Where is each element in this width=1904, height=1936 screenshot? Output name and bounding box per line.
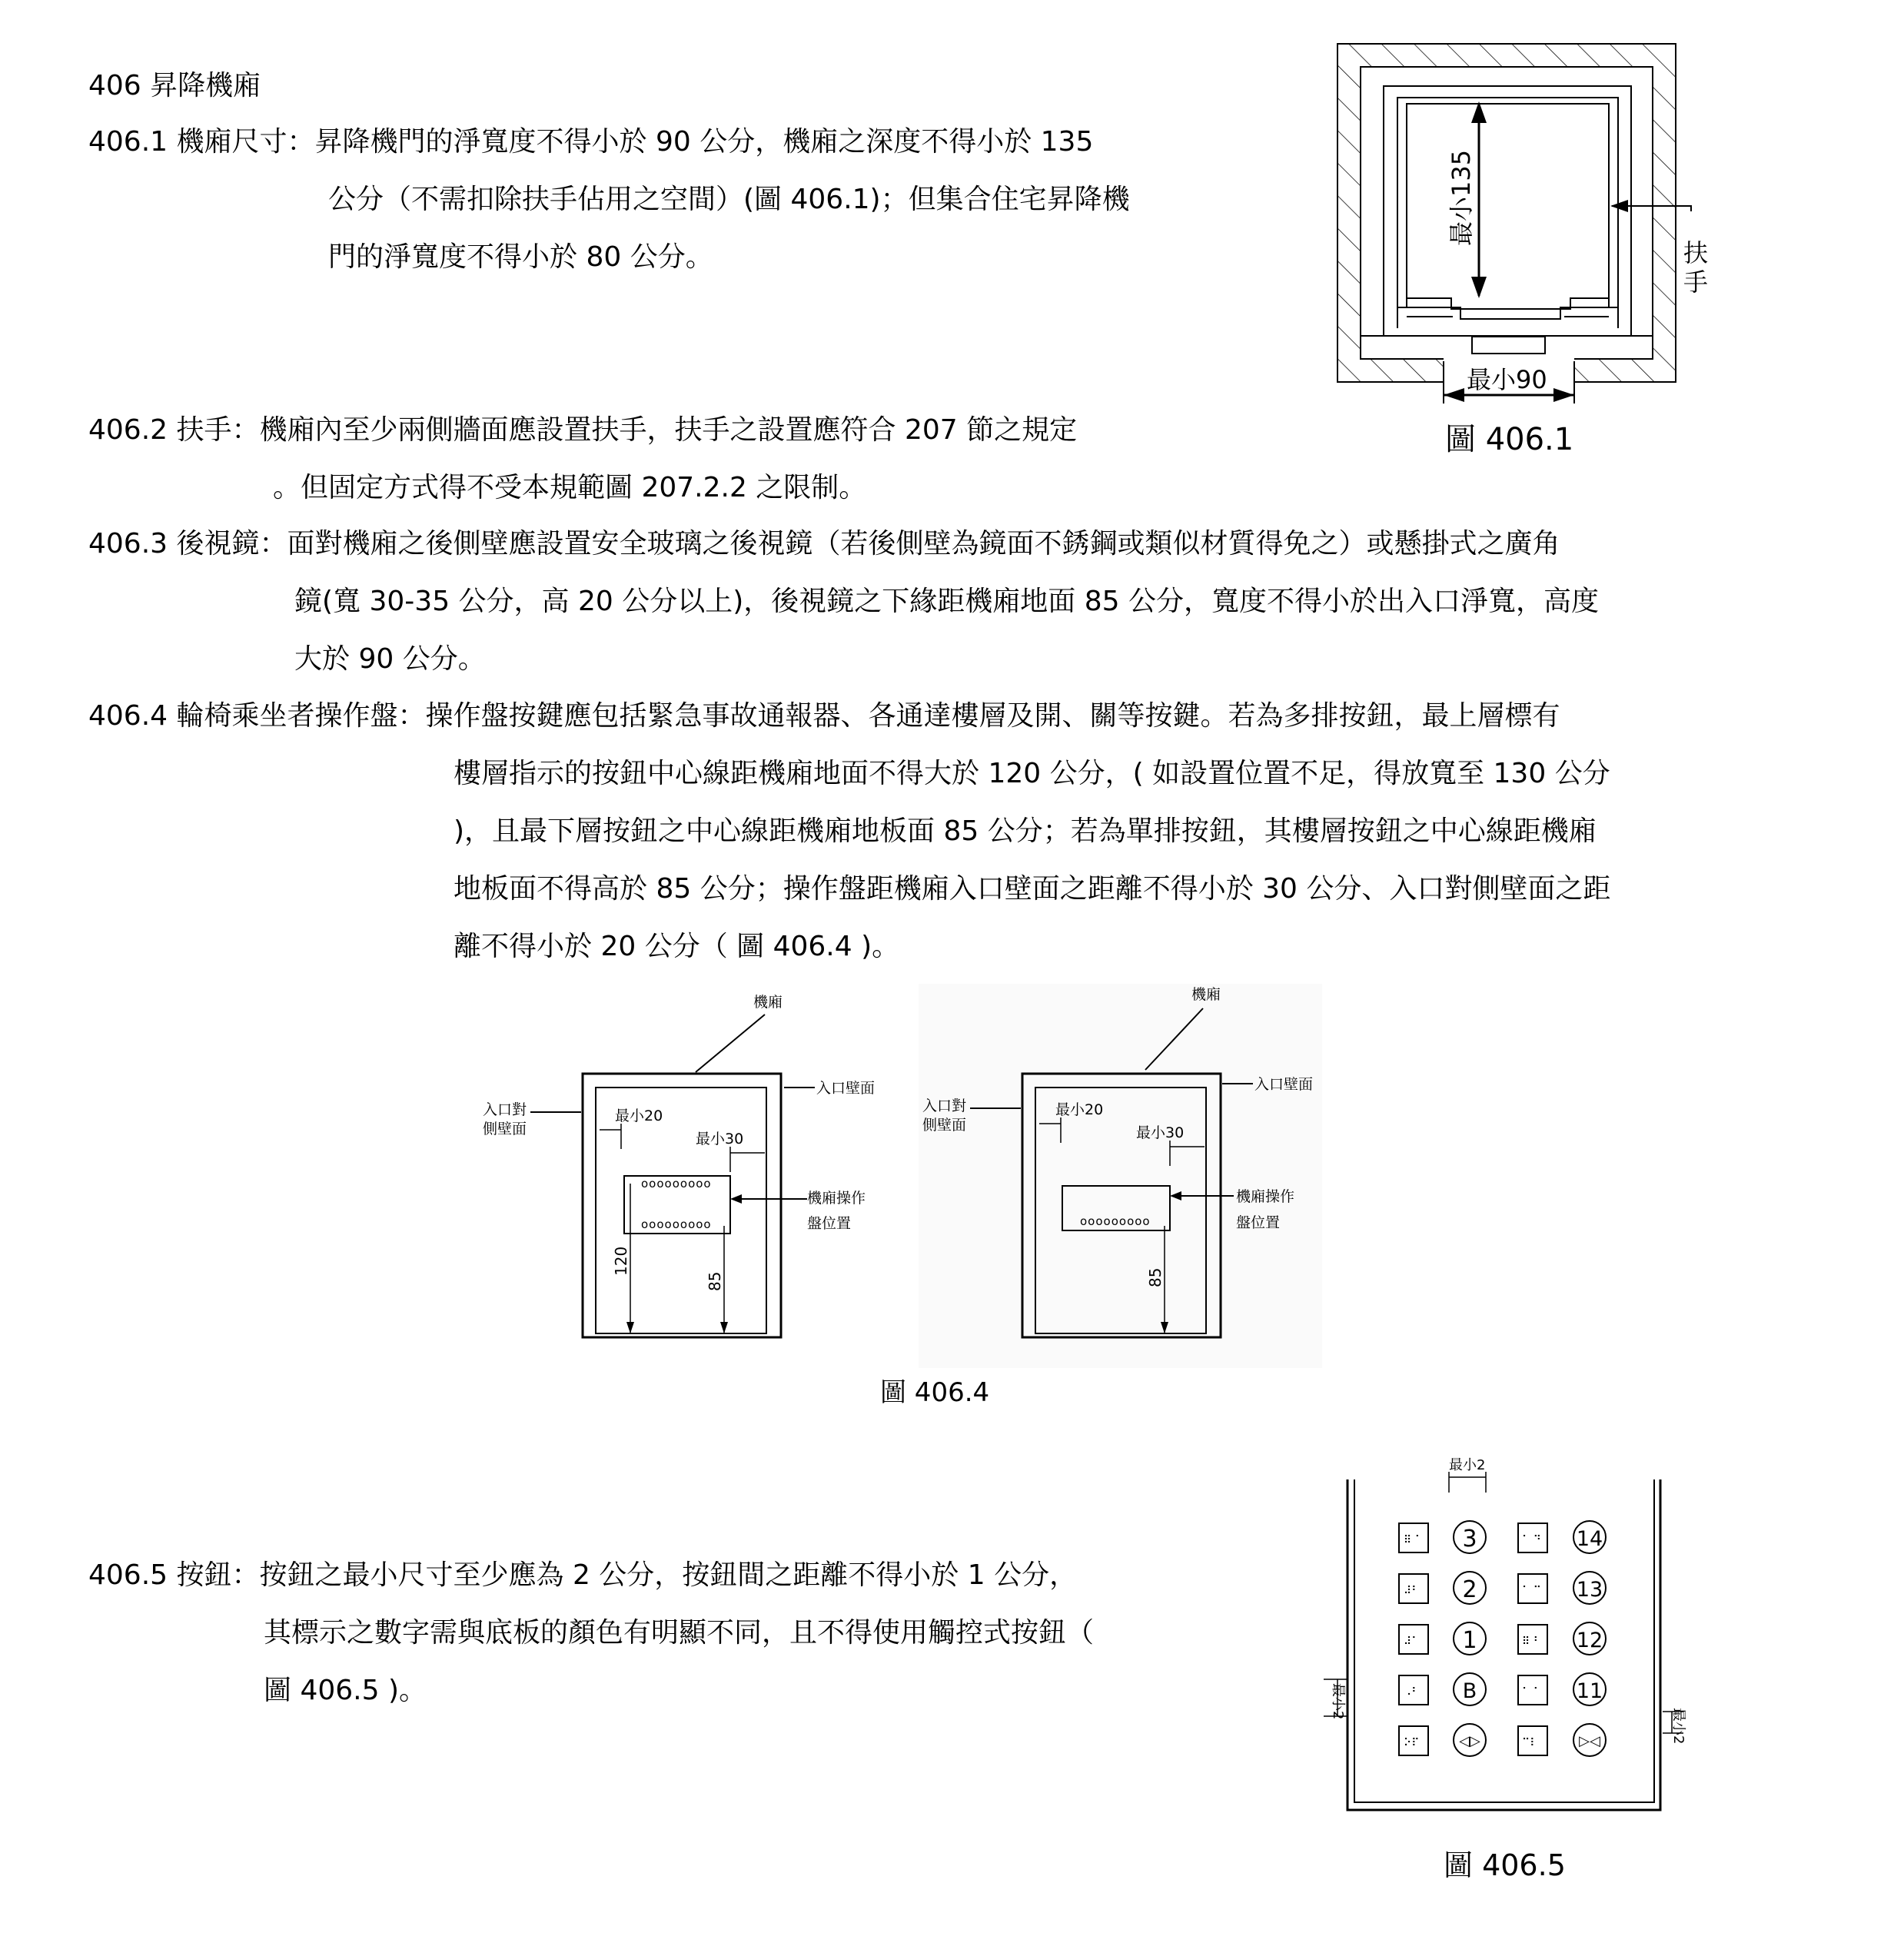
opposite-wall-label-4: 側壁面 <box>922 1117 967 1134</box>
panel-label-1: 機廂操作 <box>807 1190 866 1207</box>
para-406-2-line2: 。但固定方式得不受本規範圖 207.2.2 之限制。 <box>273 472 867 503</box>
handrail-label-2: 手 <box>1683 267 1709 297</box>
min30-label: 最小30 <box>696 1131 744 1147</box>
para-406-3-line3: 大於 90 公分。 <box>294 643 486 675</box>
svg-text:⠕⠏: ⠕⠏ <box>1404 1737 1420 1749</box>
para-406-1-line1: 406.1 機廂尺寸：昇降機門的淨寬度不得小於 90 公分，機廂之深度不得小於 135 <box>88 126 1094 158</box>
button-row-1 <box>1399 1521 1606 1553</box>
min2-top-label: 最小2 <box>1449 1457 1486 1473</box>
svg-text:⠁ ⠁: ⠁ ⠁ <box>1522 1686 1541 1699</box>
figure-406-4-caption: 圖 406.4 <box>880 1377 990 1408</box>
height-120-label: 120 <box>612 1246 630 1276</box>
para-406-1-line2: 公分（不需扣除扶手佔用之空間）(圖 406.1)；但集合住宅昇降機 <box>328 184 1130 215</box>
panel-label-4: 盤位置 <box>1236 1214 1281 1231</box>
para-406-4-line1: 406.4 輪椅乘坐者操作盤：操作盤按鍵應包括緊急事故通報器、各通達樓層及開、關等按鍵。若為多排按鈕，最上層標有 <box>88 700 1560 732</box>
svg-text:⠿ ⠃: ⠿ ⠃ <box>1522 1635 1541 1648</box>
svg-text:⠼⠃: ⠼⠃ <box>1404 1585 1420 1597</box>
figure-406-1-caption: 圖 406.1 <box>1445 422 1574 457</box>
button-13: 13 <box>1576 1578 1603 1602</box>
depth-label: 最小135 <box>1447 149 1476 246</box>
para-406-2-line1: 406.2 扶手：機廂內至少兩側牆面應設置扶手，扶手之設置應符合 207 節之規定 <box>88 414 1078 446</box>
button-b: B <box>1462 1679 1477 1703</box>
entrance-wall-label: 入口壁面 <box>816 1080 876 1097</box>
button-11: 11 <box>1576 1679 1603 1703</box>
para-406-3-line1: 406.3 後視鏡：面對機廂之後側壁應設置安全玻璃之後視鏡（若後側壁為鏡面不銹鋼或類似材質得免之）或懸掛式之廣角 <box>88 528 1560 560</box>
button-close: ▷◁ <box>1579 1733 1600 1749</box>
para-406-1-line3: 門的淨寬度不得小於 80 公分。 <box>328 241 713 273</box>
button-3: 3 <box>1462 1526 1477 1552</box>
svg-text:⠠⠃: ⠠⠃ <box>1404 1686 1420 1699</box>
button-12: 12 <box>1576 1629 1603 1652</box>
button-row-4 <box>1399 1673 1606 1705</box>
car-label: 機廂 <box>753 994 783 1011</box>
svg-text:⠁ ⠉: ⠁ ⠉ <box>1522 1585 1541 1597</box>
min20-label: 最小20 <box>615 1107 663 1124</box>
min30-label-2: 最小30 <box>1136 1124 1185 1141</box>
button-14: 14 <box>1576 1527 1603 1551</box>
panel-label-3: 機廂操作 <box>1236 1188 1295 1205</box>
width-label: 最小90 <box>1467 365 1547 394</box>
entrance-wall-label-2: 入口壁面 <box>1254 1076 1314 1093</box>
button-row-5 <box>1399 1724 1606 1756</box>
para-406-4-line5: 離不得小於 20 公分（ 圖 406.4 )。 <box>454 931 900 962</box>
para-406-5-line1: 406.5 按鈕：按鈕之最小尺寸至少應為 2 公分，按鈕間之距離不得小於 1 公分， <box>88 1559 1078 1591</box>
para-406-4-line2: 樓層指示的按鈕中心線距機廂地面不得大於 120 公分，( 如設置位置不足，得放寬至 130 公分 <box>454 758 1610 789</box>
min2-right-label: 最小2 <box>1670 1708 1686 1745</box>
opposite-wall-label-2: 側壁面 <box>483 1121 527 1137</box>
figure-406-5-caption: 圖 406.5 <box>1444 1848 1566 1882</box>
car-label-2: 機廂 <box>1191 986 1221 1003</box>
button-grid <box>1399 1521 1606 1756</box>
opposite-wall-label-3: 入口對 <box>922 1098 967 1114</box>
button-1: 1 <box>1462 1627 1477 1654</box>
panel-label-2: 盤位置 <box>807 1215 852 1232</box>
button-2: 2 <box>1462 1576 1477 1603</box>
svg-text:ooooooooo: ooooooooo <box>1080 1214 1151 1228</box>
svg-text:⠉⠇: ⠉⠇ <box>1522 1737 1538 1749</box>
min20-label-2: 最小20 <box>1055 1101 1104 1118</box>
svg-text:ooooooooo: ooooooooo <box>641 1217 712 1231</box>
svg-text:ooooooooo: ooooooooo <box>641 1177 712 1190</box>
para-406-3-line2: 鏡(寬 30-35 公分，高 20 公分以上)，後視鏡之下緣距機廂地面 85 公分，寬度不得小於出入口淨寬，高度 <box>294 586 1599 617</box>
button-open: ◁▷ <box>1459 1733 1480 1749</box>
svg-text:⠼⠁: ⠼⠁ <box>1404 1635 1420 1648</box>
para-406-4-line4: 地板面不得高於 85 公分；操作盤距機廂入口壁面之距離不得小於 30 公分、入口對側壁面之距 <box>454 873 1611 905</box>
svg-text:⠿ ⠁: ⠿ ⠁ <box>1404 1534 1423 1546</box>
para-406-5-line2: 其標示之數字需與底板的顏色有明顯不同，且不得使用觸控式按鈕（ <box>264 1617 1095 1649</box>
para-406-5-line3: 圖 406.5 )。 <box>264 1675 427 1706</box>
svg-text:⠁ ⠙: ⠁ ⠙ <box>1522 1534 1541 1546</box>
handrail-label-1: 扶 <box>1683 238 1709 267</box>
para-406-4-line3: )，且最下層按鈕之中心線距機廂地板面 85 公分；若為單排按鈕，其樓層按鈕之中心線距機廂 <box>454 815 1597 847</box>
button-row-3 <box>1399 1622 1606 1655</box>
min2-left-label: 最小2 <box>1330 1683 1346 1720</box>
button-row-2 <box>1399 1572 1606 1604</box>
height-85-label: 85 <box>706 1271 724 1291</box>
section-heading: 406 昇降機廂 <box>88 70 261 101</box>
opposite-wall-label-1: 入口對 <box>483 1101 527 1118</box>
height-85-label-2: 85 <box>1146 1267 1165 1287</box>
